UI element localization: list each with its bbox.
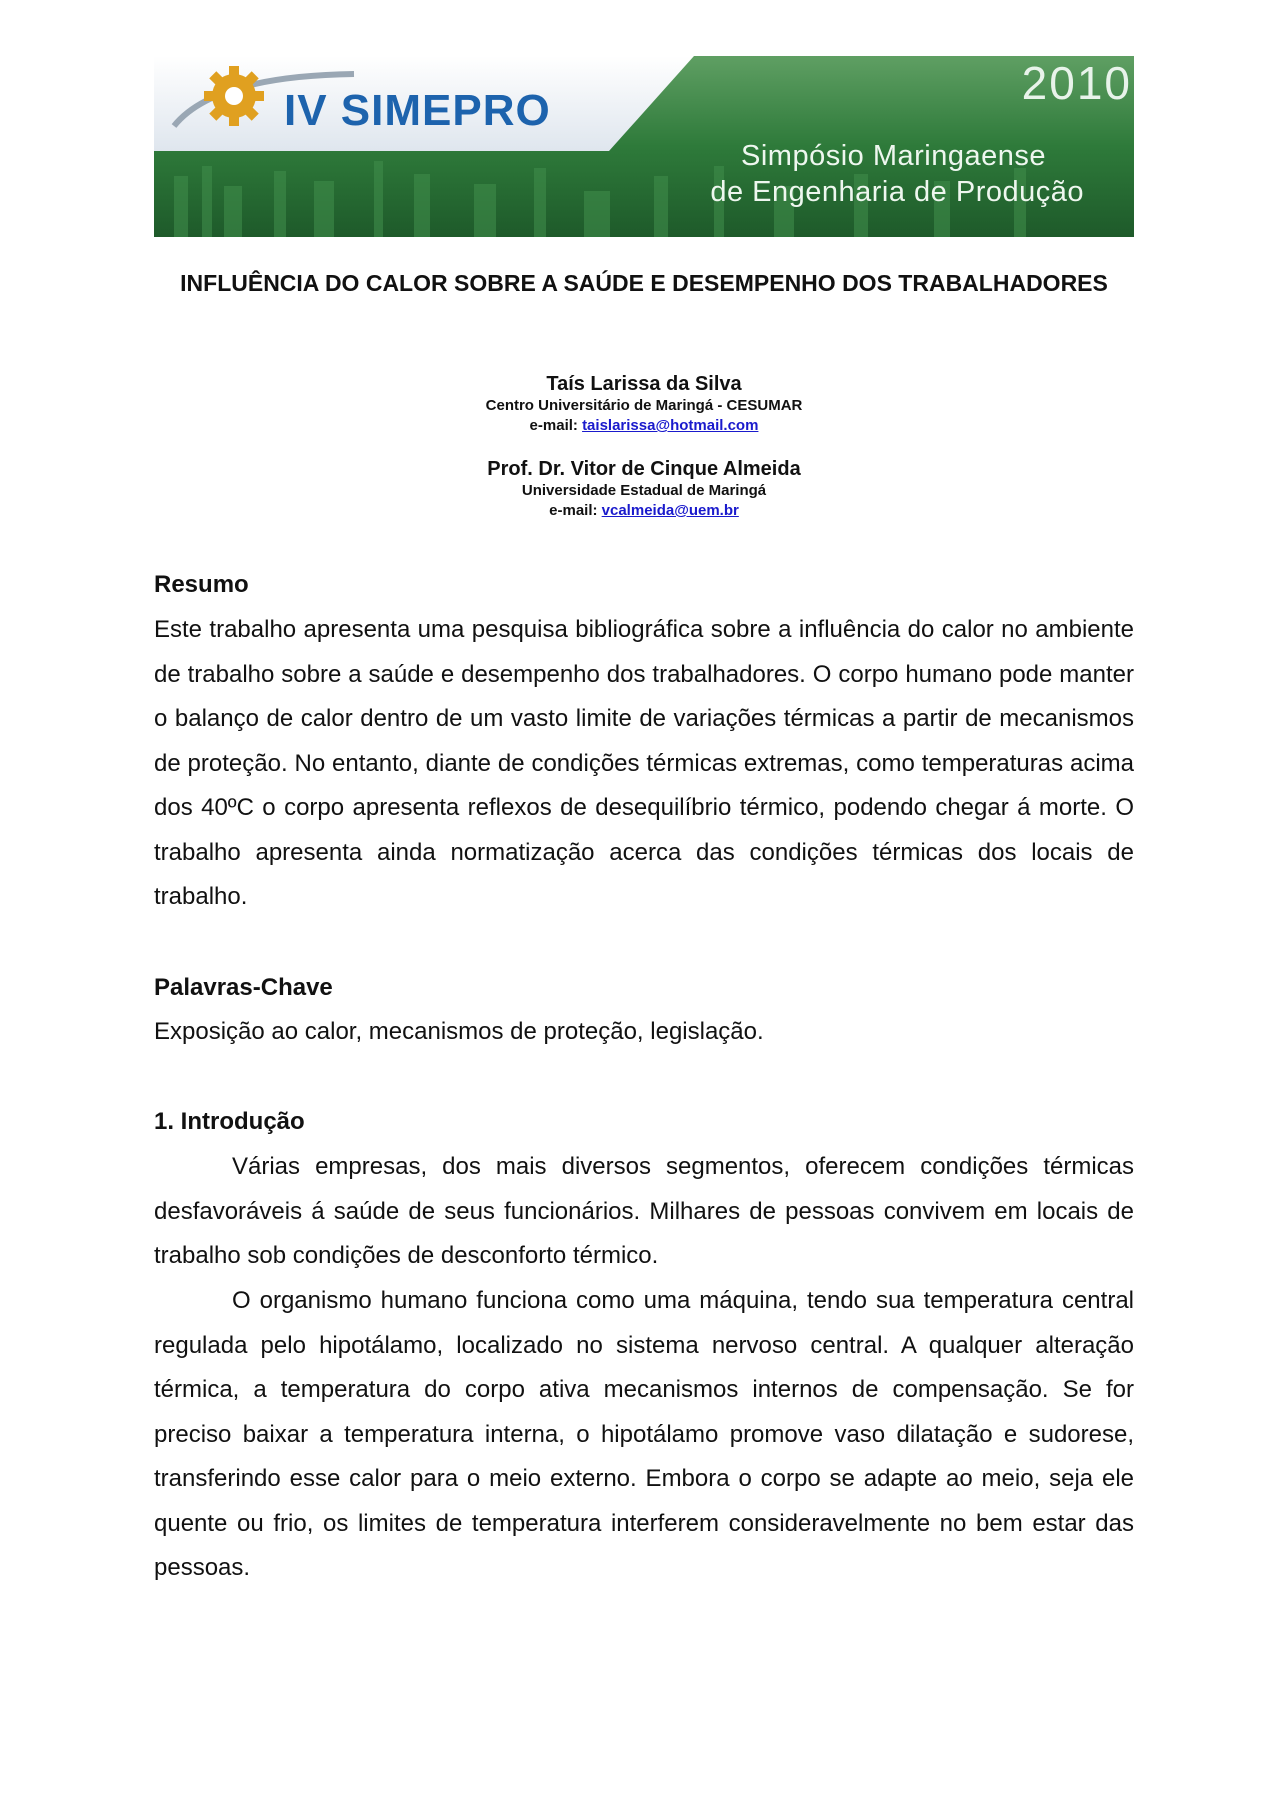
author-email-link[interactable]: vcalmeida@uem.br bbox=[601, 502, 739, 519]
author-block bbox=[154, 372, 1134, 436]
author-email-line bbox=[154, 416, 1134, 436]
author-email-link[interactable]: taislarissa@hotmail.com bbox=[582, 417, 759, 434]
author-block bbox=[154, 457, 1134, 521]
introduction-paragraph: Várias empresas, dos mais diversos segmentos, oferecem condições térmicas desfavoráveis á saúde de seus funcionários. Milhares de pessoas convivem em locais de trabalho sob condições de desconforto térmico. bbox=[154, 1153, 1134, 1269]
conference-logo-text: IV SIMEPRO bbox=[284, 86, 551, 135]
introduction-paragraph: O organismo humano funciona como uma máquina, tendo sua temperatura central regulada pelo hipotálamo, localizado no sistema nervoso central. A qualquer alteração térmica, a temperatura do corpo ativa mecanismos internos de compensação. Se for preciso baixar a temperatura interna, o hipotálamo promove vaso dilatação e sudorese, transferindo esse calor para o meio externo. Embora o corpo se adapte ao meio, seja ele quente ou frio, os limites de temperatura interferem consideravelmente no bem estar das pessoas. bbox=[154, 1287, 1134, 1581]
conference-banner bbox=[154, 56, 1134, 237]
conference-year: 2010 bbox=[1021, 57, 1132, 109]
abstract-heading: Resumo bbox=[154, 571, 249, 598]
conference-subtitle-line1: Simpósio Maringaense bbox=[741, 140, 1046, 172]
email-label: e-mail: bbox=[529, 417, 583, 434]
author-institution: Centro Universitário de Maringá - CESUMAR bbox=[485, 397, 803, 414]
keywords-heading: Palavras-Chave bbox=[154, 974, 333, 1001]
conference-subtitle-line2: de Engenharia de Produção bbox=[710, 176, 1084, 208]
email-label: e-mail: bbox=[549, 502, 602, 519]
abstract-text: Este trabalho apresenta uma pesquisa bibliográfica sobre a influência do calor no ambiente de trabalho sobre a saúde e desempenho dos trabalhadores. O corpo humano pode manter o balanço de calor dentro de um vasto limite de variações térmicas a partir de mecanismos de proteção. No entanto, diante de condições térmicas extremas, como temperaturas acima dos 40ºC o corpo apresenta reflexos de desequilíbrio térmico, podendo chegar á morte. O trabalho apresenta ainda normatização acerca das condições térmicas dos locais de trabalho. bbox=[154, 616, 1134, 910]
author-name: Prof. Dr. Vitor de Cinque Almeida bbox=[487, 458, 801, 480]
author-email-line bbox=[154, 501, 1134, 521]
paper-title: INFLUÊNCIA DO CALOR SOBRE A SAÚDE E DESEMPENHO DOS TRABALHADORES bbox=[180, 270, 1108, 296]
introduction-heading: 1. Introdução bbox=[154, 1108, 305, 1135]
keywords-text: Exposição ao calor, mecanismos de proteção, legislação. bbox=[154, 1018, 764, 1045]
author-name: Taís Larissa da Silva bbox=[546, 373, 742, 395]
author-institution: Universidade Estadual de Maringá bbox=[521, 482, 767, 499]
